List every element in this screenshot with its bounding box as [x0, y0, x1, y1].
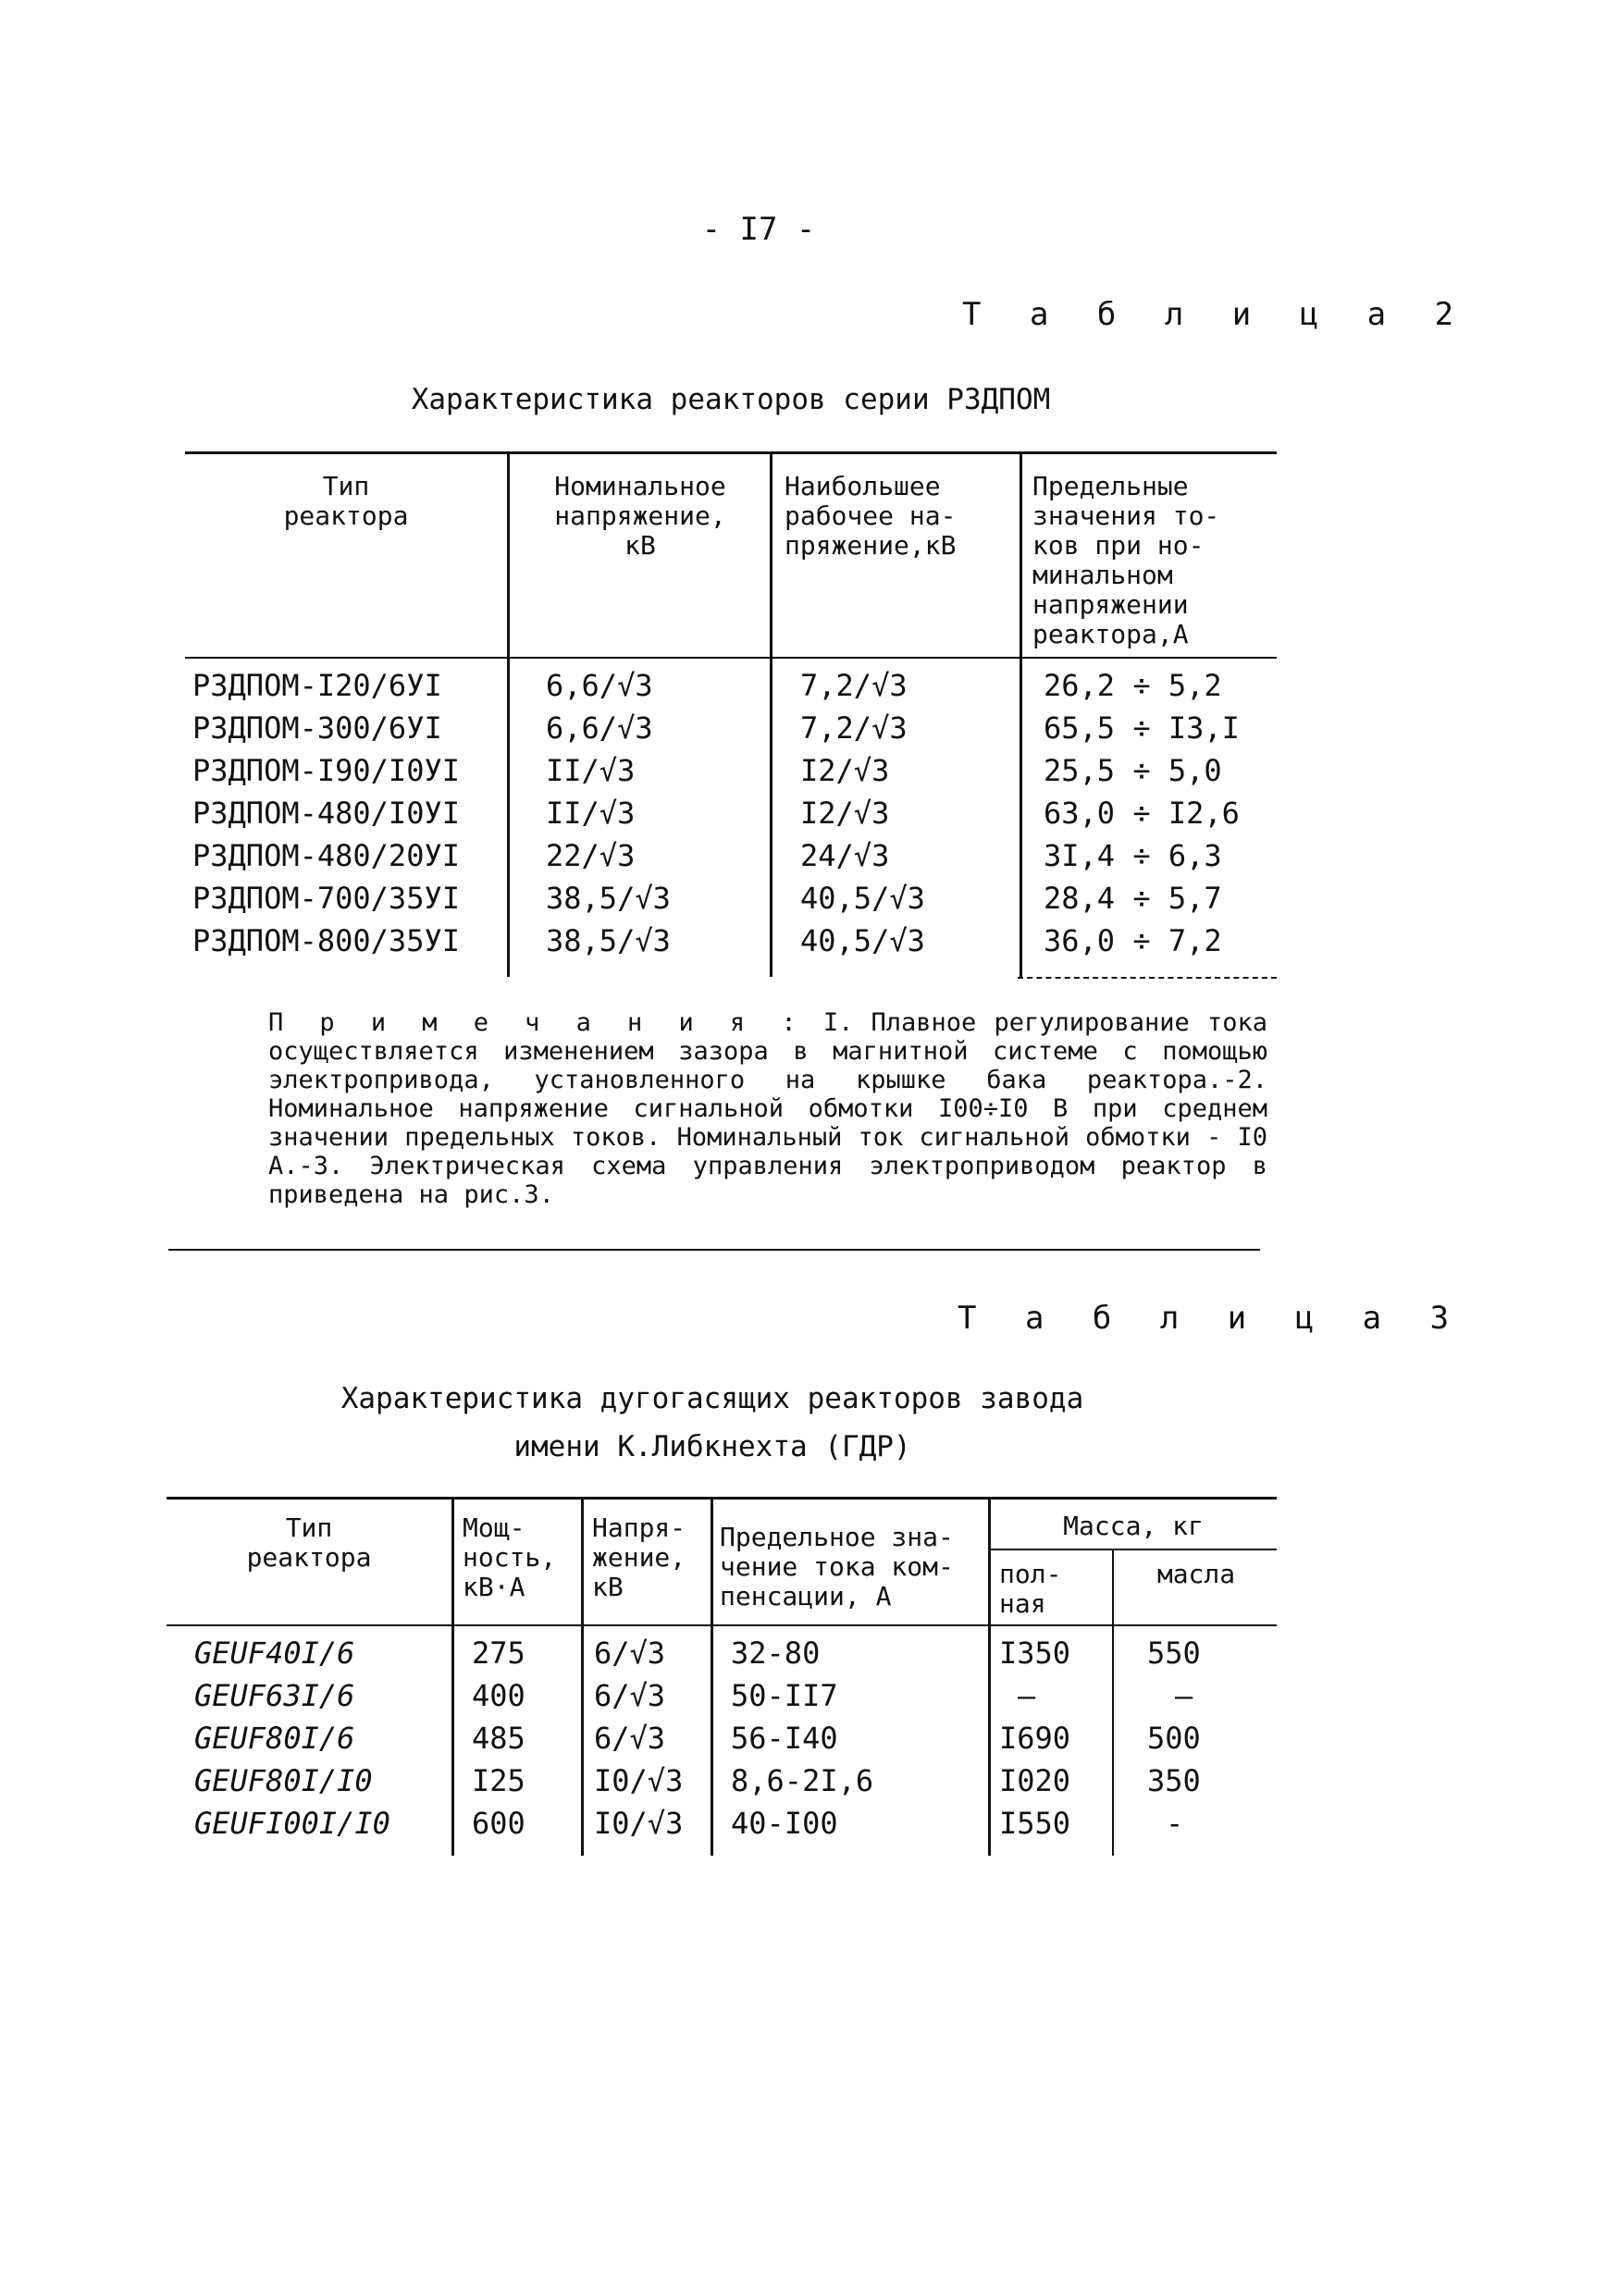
table3-header-voltage: Напря- жение, кВ — [592, 1512, 686, 1602]
table3-cell-type: GEUF63I/6 — [194, 1678, 355, 1713]
page-number: - I7 - — [701, 211, 816, 248]
table3-cell-voltage: 6/√3 — [594, 1721, 666, 1756]
table2-cell-type: РЗДПОМ-800/35УI — [192, 923, 460, 958]
table-row — [185, 707, 1277, 749]
table-row — [167, 1632, 1277, 1674]
note-separator-rule — [168, 1249, 1260, 1251]
table2-cell-current-limits: 65,5 ÷ I3,I — [1044, 710, 1240, 746]
table2-cell-type: РЗДПОМ-I90/I0УI — [192, 753, 460, 788]
table2-cell-type: РЗДПОМ-I20/6УI — [192, 668, 442, 703]
table3-cell-power: 485 — [472, 1721, 525, 1756]
table2-cell-current-limits: 28,4 ÷ 5,7 — [1044, 881, 1222, 916]
table2-cell-max-voltage: I2/√3 — [800, 796, 890, 831]
table-row — [167, 1717, 1277, 1759]
table-row — [185, 834, 1277, 877]
table2-note — [268, 1008, 1267, 1209]
table3-top-rule — [167, 1497, 1277, 1500]
table2-cell-current-limits: 63,0 ÷ I2,6 — [1044, 796, 1240, 831]
table3-cell-mass-full: – — [1018, 1678, 1036, 1713]
table3-header-type: Тип реактора — [246, 1512, 372, 1573]
table3-cell-mass-oil: 550 — [1147, 1636, 1201, 1671]
table-row — [185, 664, 1277, 707]
table-row — [167, 1802, 1277, 1845]
table2-note-lead: П р и м е ч а н и я : — [268, 1008, 806, 1037]
table3-cell-power: I25 — [472, 1763, 525, 1798]
table3-cell-voltage: 6/√3 — [594, 1678, 666, 1713]
table2-header-current-limits: Предельные значения то- ков при но- минальном напряжении реактора,А — [1032, 471, 1220, 649]
table3-cell-mass-oil: 350 — [1147, 1763, 1201, 1798]
table3-cell-type: GEUF80I/6 — [194, 1721, 355, 1756]
table2-note-text: I. Плавное регулирование тока осуществляется изменением зазора в магнитной системе с помощью электропривода, установленного на крышке бака реактора.-2. Номинальное напряжение сигнальной обмотки I00÷I0 В при среднем значении предельных токов. Номинальный ток сигнальной обмотки - I0 А.-3. Электрическая схема управления электроприводом реактор в приведена на рис.3. — [268, 1008, 1267, 1209]
table3-cell-power: 275 — [472, 1636, 525, 1671]
table3-body — [167, 1632, 1277, 1845]
table3 — [167, 1497, 1277, 1858]
table-row — [167, 1759, 1277, 1802]
table3-title-line1: Характеристика дугогасящих реакторов завода — [340, 1382, 1084, 1415]
table2-header-type: Тип реактора — [283, 471, 409, 531]
table2-bottom-rule — [1018, 977, 1277, 979]
table2-cell-max-voltage: 7,2/√3 — [800, 668, 908, 703]
table2-header-max-voltage: Наибольшее рабочее на- пряжение,кВ — [785, 471, 957, 561]
table-row — [185, 877, 1277, 920]
table3-cell-mass-full: I020 — [999, 1763, 1071, 1798]
table2-cell-current-limits: 26,2 ÷ 5,2 — [1044, 668, 1222, 703]
table3-cell-current: 8,6-2I,6 — [731, 1763, 874, 1798]
table3-header-mass-oil: масла — [1156, 1559, 1236, 1589]
table2-title: Характеристика реакторов серии РЗДПОМ — [411, 383, 1051, 416]
table3-title-line2: имени К.Либкнехта (ГДР) — [513, 1430, 911, 1463]
table2 — [185, 451, 1277, 979]
table2-label: Т а б л и ц а 2 — [962, 296, 1469, 333]
table3-cell-mass-oil: - — [1166, 1806, 1184, 1841]
table2-cell-nominal-voltage: 6,6/√3 — [546, 710, 653, 746]
table3-cell-power: 400 — [472, 1678, 525, 1713]
table3-cell-voltage: I0/√3 — [594, 1763, 684, 1798]
table2-cell-max-voltage: 24/√3 — [800, 838, 890, 873]
table3-header-rule — [167, 1624, 1277, 1626]
table3-cell-current: 32-80 — [731, 1636, 821, 1671]
table3-cell-current: 50-II7 — [731, 1678, 838, 1713]
table2-header-rule — [185, 657, 1277, 659]
table2-cell-current-limits: 25,5 ÷ 5,0 — [1044, 753, 1222, 788]
table2-cell-max-voltage: I2/√3 — [800, 753, 890, 788]
table2-cell-current-limits: 36,0 ÷ 7,2 — [1044, 923, 1222, 958]
table3-cell-mass-oil: 500 — [1147, 1721, 1201, 1756]
table3-cell-mass-full: I350 — [999, 1636, 1071, 1671]
table2-body — [185, 664, 1277, 962]
table2-cell-type: РЗДПОМ-700/35УI — [192, 881, 460, 916]
table3-cell-type: GEUF40I/6 — [194, 1636, 355, 1671]
table3-header-mass-full: пол- ная — [999, 1559, 1062, 1619]
table2-cell-type: РЗДПОМ-480/20УI — [192, 838, 460, 873]
table3-cell-type: GEUF80I/I0 — [194, 1763, 373, 1798]
table3-cell-mass-full: I690 — [999, 1721, 1071, 1756]
table3-label: Т а б л и ц а 3 — [958, 1300, 1465, 1337]
table-row — [185, 920, 1277, 962]
table3-header-mass: Масса, кг — [1063, 1511, 1204, 1541]
table3-header-power: Мощ- ность, кВ·А — [463, 1512, 557, 1602]
table3-cell-current: 56-I40 — [731, 1721, 838, 1756]
table3-cell-voltage: I0/√3 — [594, 1806, 684, 1841]
table2-top-rule — [185, 451, 1277, 454]
table2-cell-max-voltage: 40,5/√3 — [800, 881, 925, 916]
table-row — [185, 749, 1277, 792]
table2-cell-nominal-voltage: 22/√3 — [546, 838, 636, 873]
table2-cell-nominal-voltage: II/√3 — [546, 796, 636, 831]
table3-mass-subheader-rule — [988, 1549, 1277, 1550]
table3-cell-current: 40-I00 — [731, 1806, 838, 1841]
table2-cell-type: РЗДПОМ-300/6УI — [192, 710, 442, 746]
table-row — [167, 1674, 1277, 1717]
table3-cell-power: 600 — [472, 1806, 525, 1841]
table2-cell-nominal-voltage: 6,6/√3 — [546, 668, 653, 703]
table3-cell-voltage: 6/√3 — [594, 1636, 666, 1671]
table2-cell-max-voltage: 40,5/√3 — [800, 923, 925, 958]
table-row — [185, 792, 1277, 834]
table2-cell-nominal-voltage: II/√3 — [546, 753, 636, 788]
table2-cell-nominal-voltage: 38,5/√3 — [546, 881, 671, 916]
table3-header-current: Предельное зна- чение тока ком- пенсации, А — [720, 1522, 954, 1611]
table2-cell-max-voltage: 7,2/√3 — [800, 710, 908, 746]
table2-header-nominal-voltage: Номинальное напряжение, кВ — [554, 471, 726, 561]
table3-cell-type: GEUFI00I/I0 — [194, 1806, 390, 1841]
table2-cell-type: РЗДПОМ-480/I0УI — [192, 796, 460, 831]
table2-cell-nominal-voltage: 38,5/√3 — [546, 923, 671, 958]
table2-cell-current-limits: 3I,4 ÷ 6,3 — [1044, 838, 1222, 873]
table3-cell-mass-oil: – — [1175, 1678, 1193, 1713]
table3-cell-mass-full: I550 — [999, 1806, 1071, 1841]
